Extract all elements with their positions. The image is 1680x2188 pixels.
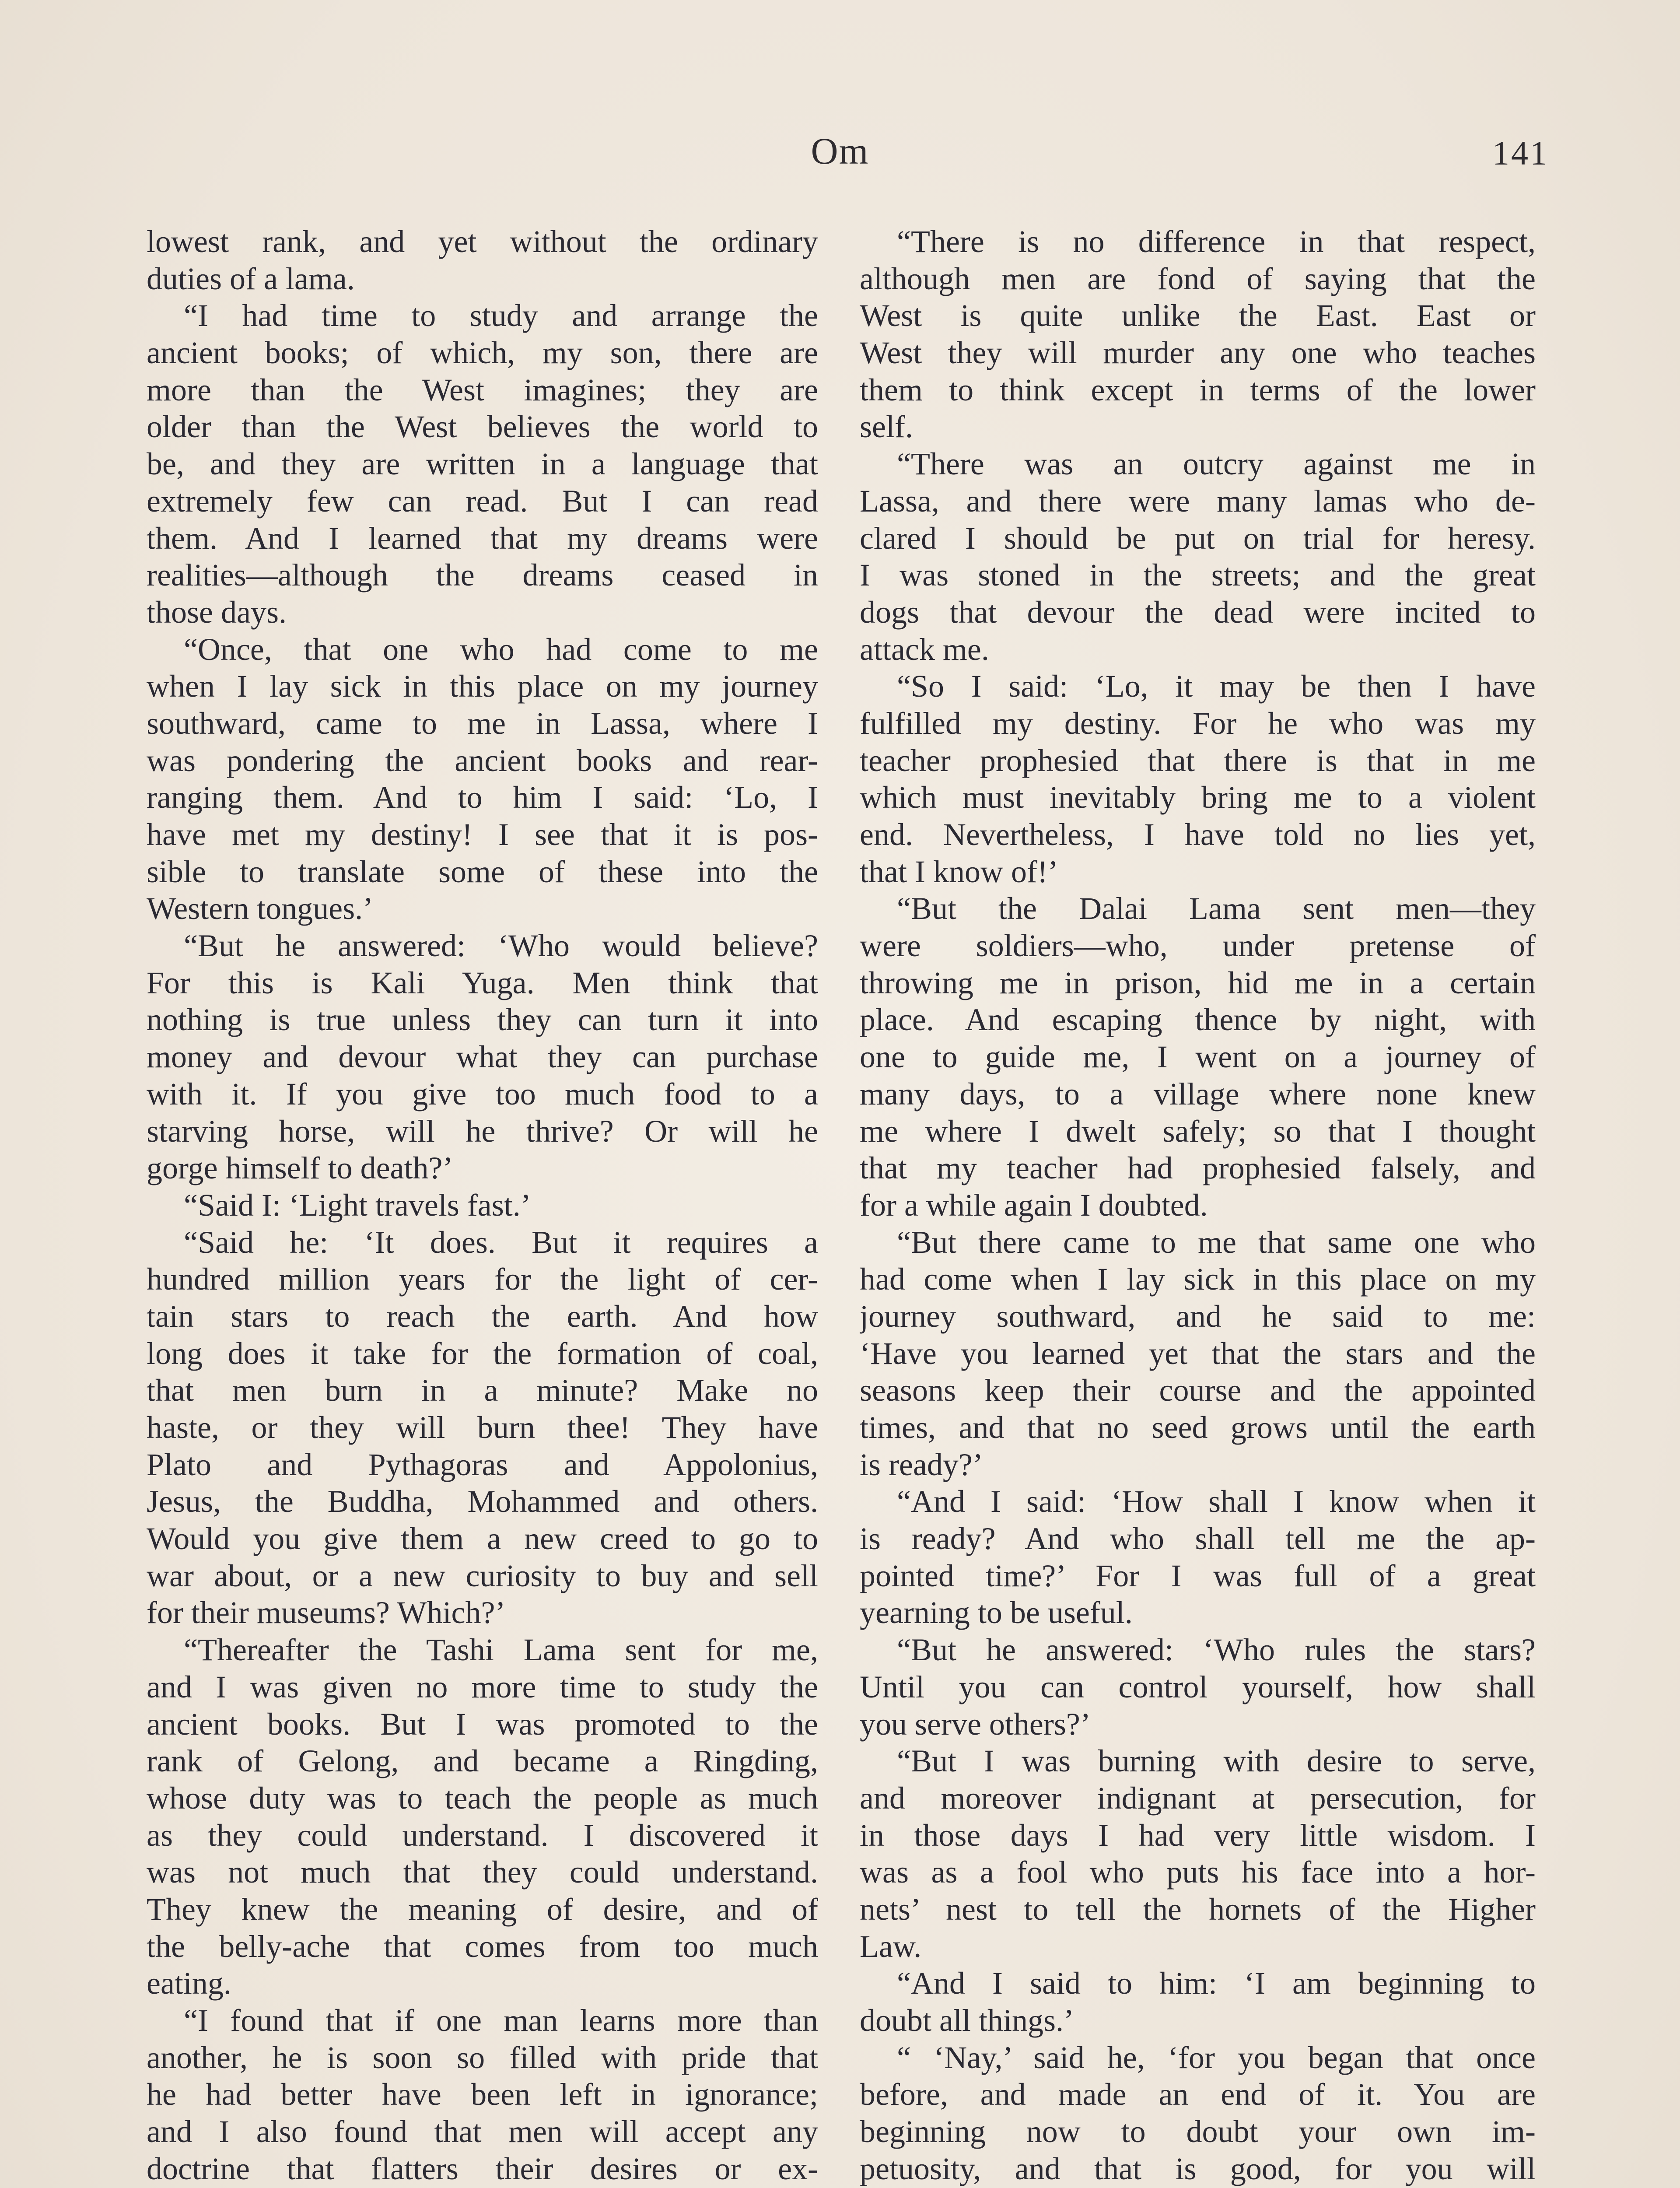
text-line: gorge himself to death?’: [147, 1150, 453, 1186]
text-line: Law.: [860, 1929, 922, 1964]
text-line: hundred million years for the light of cer-: [147, 1262, 818, 1297]
text-line: southward, came to me in Lassa, where I: [147, 705, 818, 741]
text-line: They knew the meaning of desire, and of: [147, 1891, 818, 1927]
text-line: with it. If you give too much food to a: [147, 1076, 818, 1112]
text-line: For this is Kali Yuga. Men think that: [147, 965, 818, 1000]
text-line: and I was given no more time to study the: [147, 1669, 818, 1704]
text-line: ancient books. But I was promoted to the: [147, 1706, 818, 1742]
text-line: for their museums? Which?’: [147, 1595, 506, 1630]
text-line: pointed time?’ For I was full of a great: [860, 1558, 1536, 1593]
text-line: seasons keep their course and the appointed: [860, 1373, 1536, 1408]
text-line: in those days I had very little wisdom. I: [860, 1817, 1536, 1853]
text-line: that my teacher had prophesied falsely, and: [860, 1150, 1536, 1186]
text-line: nothing is true unless they can turn it into: [147, 1002, 818, 1038]
text-line: “Once, that one who had come to me: [184, 631, 818, 667]
text-line: ranging them. And to him I said: ‘Lo, I: [147, 780, 818, 815]
text-line: petuosity, and that is good, for you will: [860, 2151, 1536, 2186]
text-line: lowest rank, and yet without the ordinary: [147, 224, 818, 259]
text-line: doubt all things.’: [860, 2003, 1074, 2038]
text-line: many days, to a village where none knew: [860, 1076, 1536, 1112]
text-line: end. Nevertheless, I have told no lies yet,: [860, 817, 1536, 852]
text-line: “There was an outcry against me in: [897, 446, 1536, 482]
text-line: that men burn in a minute? Make no: [147, 1373, 818, 1408]
text-line: Until you can control yourself, how shall: [860, 1669, 1536, 1704]
text-line: more than the West imagines; they are: [147, 372, 818, 407]
text-line: “But he answered: ‘Who would believe?: [184, 928, 818, 964]
text-line: whose duty was to teach the people as much: [147, 1780, 818, 1816]
text-line: me where I dwelt safely; so that I thought: [860, 1113, 1536, 1149]
text-line: “But he answered: ‘Who rules the stars?: [897, 1632, 1536, 1668]
text-line: be, and they are written in a language that: [147, 446, 818, 482]
text-line: another, he is soon so filled with pride that: [147, 2040, 818, 2075]
text-line: doctrine that flatters their desires or ex-: [147, 2151, 818, 2186]
text-line: money and devour what they can purchase: [147, 1039, 818, 1075]
text-line: tain stars to reach the earth. And how: [147, 1298, 818, 1334]
text-line: he had better have been left in ignorance;: [147, 2077, 818, 2112]
text-line: Western tongues.’: [147, 891, 374, 926]
text-line: throwing me in prison, hid me in a certain: [860, 965, 1536, 1000]
text-line: war about, or a new curiosity to buy and sell: [147, 1558, 818, 1593]
text-line: “And I said: ‘How shall I know when it: [897, 1484, 1536, 1519]
text-line: them. And I learned that my dreams were: [147, 520, 818, 556]
text-line: was as a fool who puts his face into a hor-: [860, 1855, 1536, 1890]
text-line: teacher prophesied that there is that in me: [860, 743, 1536, 778]
page-number: 141: [1492, 134, 1549, 172]
text-line: before, and made an end of it. You are: [860, 2077, 1536, 2112]
text-line: ancient books; of which, my son, there are: [147, 335, 818, 371]
text-line: was not much that they could understand.: [147, 1855, 818, 1890]
text-line: which must inevitably bring me to a violent: [860, 780, 1536, 815]
text-line: long does it take for the formation of coal,: [147, 1336, 818, 1371]
text-line: “But there came to me that same one who: [897, 1224, 1536, 1260]
text-line: self.: [860, 409, 913, 445]
text-line: older than the West believes the world to: [147, 409, 818, 445]
text-line: were soldiers—who, under pretense of: [860, 928, 1536, 964]
text-line: Would you give them a new creed to go to: [147, 1521, 818, 1557]
text-line: “I found that if one man learns more than: [184, 2003, 818, 2038]
text-line: the belly-ache that comes from too much: [147, 1929, 818, 1964]
text-line: “But I was burning with desire to serve,: [897, 1743, 1536, 1779]
text-line: have met my destiny! I see that it is pos-: [147, 817, 818, 852]
text-line: dogs that devour the dead were incited to: [860, 594, 1536, 630]
text-line: them to think except in terms of the lower: [860, 372, 1536, 407]
text-line: for a while again I doubted.: [860, 1187, 1208, 1223]
text-line: I was stoned in the streets; and the great: [860, 558, 1536, 593]
text-line: place. And escaping thence by night, with: [860, 1002, 1536, 1038]
text-line: duties of a lama.: [147, 261, 355, 296]
text-line: sible to translate some of these into the: [147, 854, 818, 889]
text-line: beginning now to doubt your own im-: [860, 2114, 1536, 2149]
text-line: “So I said: ‘Lo, it may be then I have: [897, 669, 1536, 704]
text-line: “But the Dalai Lama sent men—they: [897, 891, 1536, 926]
text-line: eating.: [147, 1966, 231, 2001]
text-line: yearning to be useful.: [860, 1595, 1133, 1630]
text-line: one to guide me, I went on a journey of: [860, 1039, 1536, 1075]
text-line: “Said I: ‘Light travels fast.’: [184, 1187, 531, 1223]
text-line: is ready? And who shall tell me the ap-: [860, 1521, 1536, 1557]
text-line: “ ‘Nay,’ said he, ‘for you began that once: [897, 2040, 1536, 2075]
text-line: when I lay sick in this place on my journey: [147, 669, 818, 704]
text-line: Plato and Pythagoras and Appolonius,: [147, 1447, 818, 1482]
text-line: had come when I lay sick in this place on my: [860, 1262, 1536, 1297]
text-line: haste, or they will burn thee! They have: [147, 1410, 818, 1445]
text-line: “And I said to him: ‘I am beginning to: [897, 1966, 1536, 2001]
text-line: “Thereafter the Tashi Lama sent for me,: [184, 1632, 818, 1668]
text-line: and moreover indignant at persecution, for: [860, 1780, 1536, 1816]
running-head-title: Om: [811, 130, 869, 172]
text-line: rank of Gelong, and became a Ringding,: [147, 1743, 818, 1779]
text-line: realities—although the dreams ceased in: [147, 558, 818, 593]
right-text-column: [860, 223, 1536, 2188]
text-line: times, and that no seed grows until the earth: [860, 1410, 1536, 1445]
text-line: extremely few can read. But I can read: [147, 483, 818, 519]
text-line: and I also found that men will accept any: [147, 2114, 818, 2149]
text-line: Jesus, the Buddha, Mohammed and others.: [147, 1484, 818, 1519]
text-line: those days.: [147, 594, 287, 630]
text-line: was pondering the ancient books and rear-: [147, 743, 818, 778]
text-line: ‘Have you learned yet that the stars and the: [860, 1336, 1536, 1371]
text-line: Lassa, and there were many lamas who de-: [860, 483, 1536, 519]
text-line: West is quite unlike the East. East or: [860, 298, 1536, 333]
text-line: you serve others?’: [860, 1706, 1091, 1742]
text-line: is ready?’: [860, 1447, 983, 1482]
text-line: “Said he: ‘It does. But it requires a: [184, 1224, 818, 1260]
text-line: starving horse, will he thrive? Or will he: [147, 1113, 818, 1149]
text-line: journey southward, and he said to me:: [860, 1298, 1536, 1334]
text-line: “I had time to study and arrange the: [184, 298, 818, 333]
text-line: attack me.: [860, 631, 989, 667]
left-text-column: [147, 223, 818, 2188]
text-line: that I know of!’: [860, 854, 1058, 889]
text-line: nets’ nest to tell the hornets of the Higher: [860, 1891, 1536, 1927]
text-line: “There is no difference in that respect,: [897, 224, 1536, 259]
text-line: as they could understand. I discovered it: [147, 1817, 818, 1853]
text-line: clared I should be put on trial for heresy.: [860, 520, 1536, 556]
text-line: West they will murder any one who teaches: [860, 335, 1536, 371]
text-line: although men are fond of saying that the: [860, 261, 1536, 296]
text-line: fulfilled my destiny. For he who was my: [860, 705, 1536, 741]
